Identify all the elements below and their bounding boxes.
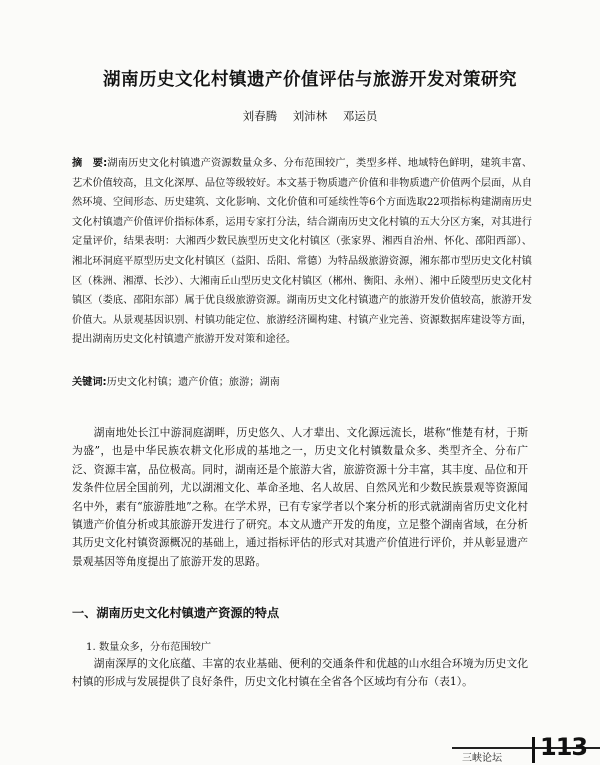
page-number: 113: [540, 733, 588, 761]
section-paragraph: 湖南深厚的文化底蕴、丰富的农业基础、便利的交通条件和优越的山水组合环境为历史文化村镇的形成与发展提供了良好条件，历史文化村镇在全省各个区域均有分布（表1）。: [72, 657, 528, 689]
abstract-text: 湖南历史文化村镇遗产资源数量众多、分布范围较广，类型多样、地域特色鲜明，建筑丰富、艺术价值较高，且文化深厚、品位等级较好。本文基于物质遗产价值和非物质遗产价值两个层面，从自然环境、空间形态、历史建筑、文化影响、文化价值和可延续性等6个方面选取22项指标构建湖南历史文化村镇遗产价值评价指标体系，运用专家打分法，结合湖南历史文化村镇的五大分区方案，对其进行定量评价，结果表明：大湘西少数民族型历史文化村镇区（张家界、湘西自治州、怀化、邵阳西部）、湘北环洞庭平原型历史文化村镇区（益阳、岳阳、常德）为特品级旅游资源，湘东都市型历史文化村镇区（株洲、湘潭、长沙）、大湘南丘山型历史文化村镇区（郴州、衡阳、永州）、湘中丘陵型历史文化村镇区（娄底、邵阳东部）属于优良级旅游资源。湖南历史文化村镇遗产的旅游开发价值较高，旅游开发价值大。从景观基因识别、村镇功能定位、旅游经济圈构建、村镇产业完善、资源数据库建设等方面，提出湖南历史文化村镇遗产旅游开发对策和途径。: [72, 158, 533, 346]
abstract-label: 摘 要:: [72, 158, 108, 169]
authors: 刘春腾 刘沛林 邓运员: [242, 109, 378, 123]
keywords-label: 关键词:: [72, 377, 107, 388]
page-number-bar: [532, 737, 535, 763]
journal-name: 三峡论坛: [462, 753, 502, 764]
paper-title: 湖南历史文化村镇遗产价值评估与旅游开发对策研究: [103, 70, 517, 90]
keywords: [72, 374, 532, 392]
section-heading: 一、湖南历史文化村镇遗产资源的特点: [72, 606, 280, 620]
abstract: [72, 154, 532, 350]
keywords-text: 历史文化村镇；遗产价值；旅游；湖南: [106, 377, 280, 388]
intro-paragraph: 湖南地处长江中游洞庭湖畔，历史悠久、人才辈出、文化源远流长，堪称“惟楚有材，于斯为盛”，也是中华民族农耕文化形成的基地之一，历史文化村镇数量众多、类型齐全、分布广泛、资源丰富，品位极高。同时，湖南还是个旅游大省，旅游资源十分丰富，其丰度、品位和开发条件位居全国前列，尤以湖湘文化、革命圣地、名人故居、自然风光和少数民族景观等资源闻名中外，素有“旅游胜地”之称。在学术界，已有专家学者以个案分析的形式就湖南省历史文化村镇遗产价值分析或其旅游开发进行了研究。本文从遗产开发的角度，立足整个湖南省域，在分析其历史文化村镇资源概况的基础上，通过指标评估的形式对其遗产价值进行评价，并从彰显遗产景观基因等角度提出了旅游开发的思路。: [72, 426, 528, 568]
subsection-heading: 1. 数量众多，分布范围较广: [86, 642, 212, 653]
